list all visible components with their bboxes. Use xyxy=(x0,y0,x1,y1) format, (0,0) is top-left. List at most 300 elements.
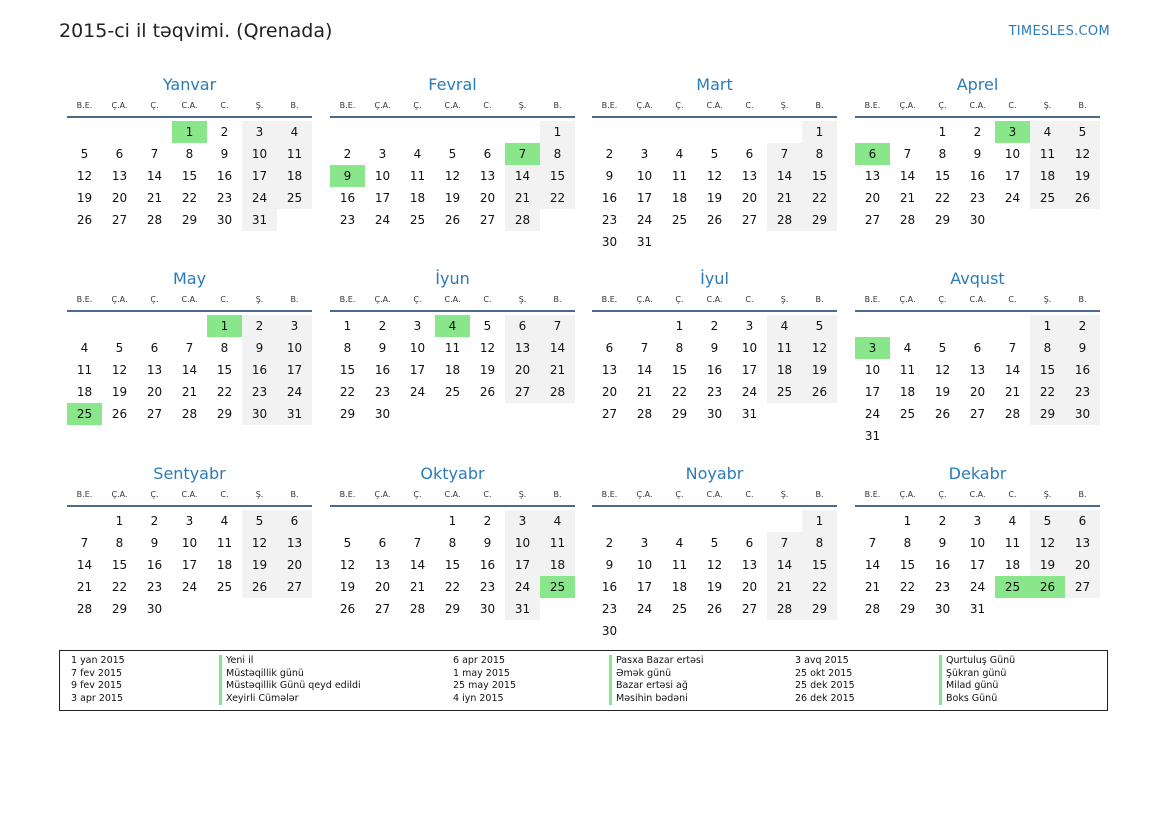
day-cell: 7 xyxy=(767,143,802,165)
day-cell: 12 xyxy=(802,337,837,359)
day-cell: 22 xyxy=(444,580,461,594)
weekday-label: C.A. xyxy=(444,295,461,304)
day-cell: 12 xyxy=(706,169,723,183)
day-cell: 3 xyxy=(185,514,194,528)
day-cell: 21 xyxy=(767,187,802,209)
day-cell: 20 xyxy=(1065,554,1100,576)
month-name: May xyxy=(172,269,207,288)
day-cell: 7 xyxy=(413,536,422,550)
weekday-label: C.A. xyxy=(444,101,461,110)
empty-cell xyxy=(960,315,995,337)
day-cell: 23 xyxy=(601,602,618,616)
weekday-label: Ç. xyxy=(150,295,159,304)
day-grid xyxy=(67,121,312,231)
day-cell: 21 xyxy=(146,191,163,205)
day-cell: 8 xyxy=(185,147,194,161)
weekday-label: C. xyxy=(745,101,754,110)
month-name: Fevral xyxy=(428,75,477,94)
weekday-label: B.E. xyxy=(339,490,356,499)
weekday-label: Ç. xyxy=(413,490,422,499)
day-cell: 24 xyxy=(1004,191,1021,205)
day-cell: 5 xyxy=(242,510,277,532)
day-cell: 17 xyxy=(1004,169,1021,183)
weekday-label: B.E. xyxy=(601,490,618,499)
day-cell: 26 xyxy=(242,576,277,598)
weekday-label: Ş. xyxy=(518,490,527,499)
empty-cell xyxy=(330,121,365,143)
day-cell: 19 xyxy=(339,580,356,594)
day-cell: 18 xyxy=(444,363,461,377)
day-cell: 18 xyxy=(899,385,916,399)
day-cell: 20 xyxy=(111,191,128,205)
day-cell: 20 xyxy=(741,191,758,205)
day-cell: 9 xyxy=(483,536,492,550)
day-cell: 21 xyxy=(409,580,426,594)
day-cell: 11 xyxy=(671,558,688,572)
brand-link[interactable]: TIMESLES.COM xyxy=(1008,24,1110,39)
weekday-label: B. xyxy=(290,101,299,110)
empty-cell xyxy=(855,121,890,143)
empty-cell xyxy=(435,121,470,143)
day-cell: 8 xyxy=(343,341,352,355)
legend-holiday-name: Əmək günü xyxy=(609,668,671,681)
day-cell: 21 xyxy=(899,191,916,205)
month-8 xyxy=(855,268,1100,447)
day-cell: 29 xyxy=(216,407,233,421)
day-cell: 4 xyxy=(220,514,229,528)
weekday-label: C. xyxy=(220,295,229,304)
day-cell: 30 xyxy=(706,407,723,421)
day-cell: 8 xyxy=(220,341,229,355)
day-cell: 10 xyxy=(409,341,426,355)
weekday-label: B.E. xyxy=(864,101,881,110)
day-cell: 24 xyxy=(636,602,653,616)
day-cell: 21 xyxy=(636,385,653,399)
weekday-label: C. xyxy=(483,101,492,110)
empty-cell xyxy=(662,510,697,532)
day-cell: 26 xyxy=(76,213,93,227)
day-cell: 22 xyxy=(216,385,233,399)
day-cell: 22 xyxy=(181,191,198,205)
day-cell: 25 xyxy=(671,213,688,227)
day-cell: 16 xyxy=(216,169,233,183)
day-cell: 25 xyxy=(671,602,688,616)
day-cell: 17 xyxy=(636,580,653,594)
day-grid xyxy=(592,121,837,253)
weekday-label: C. xyxy=(483,490,492,499)
empty-cell xyxy=(627,121,662,143)
day-cell: 26 xyxy=(706,602,723,616)
day-cell: 23 xyxy=(479,580,496,594)
legend-holiday-name: Qurtuluş Günü xyxy=(939,655,1015,668)
day-cell: 1 xyxy=(938,125,947,139)
day-cell: 31 xyxy=(741,407,758,421)
day-cell: 17 xyxy=(181,558,198,572)
empty-cell xyxy=(592,121,627,143)
day-grid xyxy=(855,315,1100,447)
day-cell: 14 xyxy=(767,554,802,576)
day-cell: 24 xyxy=(505,576,540,598)
day-cell: 3 xyxy=(745,319,754,333)
day-cell: 3 xyxy=(277,315,312,337)
month-6 xyxy=(330,268,575,425)
day-cell: 2 xyxy=(378,319,387,333)
day-cell: 12 xyxy=(934,363,951,377)
day-cell: 13 xyxy=(374,558,391,572)
month-name: Mart xyxy=(696,75,733,94)
weekday-label: Ş. xyxy=(780,490,789,499)
weekday-label: Ş. xyxy=(1043,490,1052,499)
day-cell: 10 xyxy=(636,169,653,183)
day-cell: 26 xyxy=(111,407,128,421)
day-cell: 6 xyxy=(277,510,312,532)
day-cell: 26 xyxy=(706,213,723,227)
day-cell: 24 xyxy=(374,213,391,227)
month-name: Aprel xyxy=(956,75,999,94)
weekday-label: C.A. xyxy=(969,101,986,110)
day-cell: 11 xyxy=(671,169,688,183)
day-cell: 25 xyxy=(444,385,461,399)
day-cell: 1 xyxy=(448,514,457,528)
day-cell: 19 xyxy=(444,191,461,205)
day-cell: 15 xyxy=(181,169,198,183)
day-cell: 10 xyxy=(1004,147,1021,161)
weekday-header xyxy=(855,487,1100,507)
day-cell: 28 xyxy=(767,209,802,231)
month-name: Yanvar xyxy=(162,75,217,94)
day-cell: 28 xyxy=(505,209,540,231)
weekday-label: C. xyxy=(1008,490,1017,499)
page-title: 2015-ci il təqvimi. (Qrenada) xyxy=(59,20,333,42)
day-cell: 12 xyxy=(242,532,277,554)
holiday-day-cell: 9 xyxy=(330,165,365,187)
day-cell: 11 xyxy=(767,337,802,359)
day-cell: 10 xyxy=(374,169,391,183)
day-cell: 20 xyxy=(741,580,758,594)
day-cell: 7 xyxy=(868,536,877,550)
empty-cell xyxy=(697,510,732,532)
legend-holiday-name: Bazar ertəsi ağ xyxy=(609,680,688,693)
weekday-label: Ç.A. xyxy=(636,295,653,304)
day-cell: 11 xyxy=(76,363,93,377)
holiday-day-cell: 1 xyxy=(207,315,242,337)
day-cell: 2 xyxy=(483,514,492,528)
day-cell: 10 xyxy=(242,143,277,165)
day-cell: 16 xyxy=(934,558,951,572)
weekday-label: B. xyxy=(290,295,299,304)
weekday-label: Ş. xyxy=(255,490,264,499)
day-cell: 7 xyxy=(1008,341,1017,355)
day-cell: 18 xyxy=(540,554,575,576)
empty-cell xyxy=(67,315,102,337)
day-cell: 14 xyxy=(76,558,93,572)
day-cell: 4 xyxy=(413,147,422,161)
day-grid xyxy=(855,121,1100,231)
day-cell: 8 xyxy=(115,536,124,550)
day-cell: 22 xyxy=(934,191,951,205)
day-cell: 28 xyxy=(864,602,881,616)
holiday-legend xyxy=(59,650,1108,711)
day-cell: 15 xyxy=(802,554,837,576)
day-cell: 2 xyxy=(938,514,947,528)
day-cell: 16 xyxy=(374,363,391,377)
holiday-day-cell: 26 xyxy=(1030,576,1065,598)
day-cell: 19 xyxy=(479,363,496,377)
day-cell: 14 xyxy=(146,169,163,183)
day-cell: 8 xyxy=(1030,337,1065,359)
empty-cell xyxy=(627,510,662,532)
weekday-label: Ç.A. xyxy=(636,101,653,110)
day-cell: 27 xyxy=(374,602,391,616)
legend-date: 7 fev 2015 xyxy=(71,667,123,679)
day-cell: 18 xyxy=(1030,165,1065,187)
day-cell: 16 xyxy=(706,363,723,377)
day-cell: 14 xyxy=(505,165,540,187)
day-cell: 30 xyxy=(1065,403,1100,425)
day-cell: 17 xyxy=(409,363,426,377)
day-cell: 7 xyxy=(640,341,649,355)
legend-holiday-name: Müstəqillik Günü qeyd edildi xyxy=(219,680,361,693)
day-cell: 6 xyxy=(745,536,754,550)
day-cell: 27 xyxy=(479,213,496,227)
day-cell: 9 xyxy=(605,169,614,183)
day-cell: 16 xyxy=(1065,359,1100,381)
day-cell: 20 xyxy=(505,359,540,381)
day-grid xyxy=(330,315,575,425)
day-cell: 14 xyxy=(1004,363,1021,377)
weekday-label: B. xyxy=(815,101,824,110)
day-cell: 14 xyxy=(767,165,802,187)
weekday-label: Ç.A. xyxy=(111,490,128,499)
weekday-label: Ç.A. xyxy=(636,490,653,499)
day-cell: 28 xyxy=(540,381,575,403)
weekday-label: B. xyxy=(290,490,299,499)
day-cell: 4 xyxy=(277,121,312,143)
empty-cell xyxy=(67,510,102,532)
day-cell: 22 xyxy=(671,385,688,399)
weekday-header xyxy=(855,292,1100,312)
day-cell: 21 xyxy=(767,576,802,598)
empty-cell xyxy=(767,121,802,143)
day-cell: 23 xyxy=(374,385,391,399)
weekday-label: B.E. xyxy=(339,101,356,110)
day-cell: 18 xyxy=(767,359,802,381)
weekday-label: C.A. xyxy=(181,490,198,499)
day-cell: 19 xyxy=(802,359,837,381)
day-cell: 1 xyxy=(675,319,684,333)
day-cell: 27 xyxy=(111,213,128,227)
day-cell: 5 xyxy=(710,147,719,161)
day-cell: 16 xyxy=(969,169,986,183)
day-cell: 2 xyxy=(605,147,614,161)
day-cell: 1 xyxy=(1030,315,1065,337)
day-cell: 25 xyxy=(216,580,233,594)
day-cell: 30 xyxy=(374,407,391,421)
day-cell: 21 xyxy=(181,385,198,399)
day-cell: 7 xyxy=(80,536,89,550)
empty-cell xyxy=(662,121,697,143)
weekday-label: C.A. xyxy=(706,490,723,499)
day-cell: 13 xyxy=(741,558,758,572)
day-cell: 24 xyxy=(181,580,198,594)
day-cell: 25 xyxy=(277,187,312,209)
day-cell: 23 xyxy=(601,213,618,227)
weekday-label: Ç. xyxy=(938,295,947,304)
weekday-label: C.A. xyxy=(181,295,198,304)
weekday-label: B.E. xyxy=(76,295,93,304)
day-cell: 10 xyxy=(969,536,986,550)
month-4 xyxy=(855,74,1100,231)
day-cell: 26 xyxy=(934,407,951,421)
day-cell: 23 xyxy=(934,580,951,594)
weekday-label: C. xyxy=(1008,101,1017,110)
day-cell: 29 xyxy=(802,209,837,231)
day-cell: 2 xyxy=(605,536,614,550)
day-cell: 9 xyxy=(938,536,947,550)
day-cell: 31 xyxy=(242,209,277,231)
day-cell: 11 xyxy=(216,536,233,550)
month-name: İyun xyxy=(435,269,470,288)
day-cell: 9 xyxy=(1065,337,1100,359)
day-cell: 5 xyxy=(80,147,89,161)
weekday-label: B. xyxy=(1078,295,1087,304)
empty-cell xyxy=(627,315,662,337)
empty-cell xyxy=(330,510,365,532)
weekday-header xyxy=(592,292,837,312)
weekday-header xyxy=(330,487,575,507)
day-cell: 15 xyxy=(802,165,837,187)
weekday-label: Ç. xyxy=(675,490,684,499)
day-cell: 17 xyxy=(969,558,986,572)
weekday-label: B.E. xyxy=(76,490,93,499)
day-cell: 26 xyxy=(444,213,461,227)
weekday-label: Ş. xyxy=(780,101,789,110)
day-cell: 17 xyxy=(741,363,758,377)
month-2 xyxy=(330,74,575,231)
day-cell: 29 xyxy=(802,598,837,620)
day-cell: 29 xyxy=(1030,403,1065,425)
day-cell: 7 xyxy=(903,147,912,161)
day-cell: 12 xyxy=(479,341,496,355)
day-cell: 3 xyxy=(973,514,982,528)
weekday-label: B. xyxy=(1078,490,1087,499)
weekday-label: C. xyxy=(1008,295,1017,304)
day-cell: 23 xyxy=(339,213,356,227)
day-cell: 18 xyxy=(1004,558,1021,572)
weekday-header xyxy=(592,487,837,507)
day-cell: 5 xyxy=(1065,121,1100,143)
day-cell: 6 xyxy=(605,341,614,355)
day-cell: 5 xyxy=(802,315,837,337)
day-cell: 12 xyxy=(339,558,356,572)
legend-date: 3 avq 2015 xyxy=(795,655,849,666)
day-cell: 14 xyxy=(899,169,916,183)
empty-cell xyxy=(400,510,435,532)
day-cell: 5 xyxy=(710,536,719,550)
day-cell: 23 xyxy=(969,191,986,205)
day-cell: 16 xyxy=(601,580,618,594)
day-cell: 31 xyxy=(277,403,312,425)
day-cell: 13 xyxy=(277,532,312,554)
day-grid xyxy=(592,510,837,642)
day-cell: 24 xyxy=(277,381,312,403)
day-cell: 29 xyxy=(671,407,688,421)
empty-cell xyxy=(365,121,400,143)
day-cell: 22 xyxy=(111,580,128,594)
empty-cell xyxy=(137,121,172,143)
day-cell: 2 xyxy=(242,315,277,337)
holiday-day-cell: 3 xyxy=(995,121,1030,143)
day-cell: 12 xyxy=(1030,532,1065,554)
day-cell: 18 xyxy=(76,385,93,399)
day-cell: 28 xyxy=(76,602,93,616)
empty-cell xyxy=(890,315,925,337)
weekday-label: Ç.A. xyxy=(111,101,128,110)
weekday-label: Ş. xyxy=(255,295,264,304)
day-cell: 1 xyxy=(343,319,352,333)
day-cell: 5 xyxy=(938,341,947,355)
weekday-label: C.A. xyxy=(706,101,723,110)
weekday-label: Ş. xyxy=(1043,295,1052,304)
day-cell: 24 xyxy=(741,385,758,399)
empty-cell xyxy=(102,315,137,337)
day-cell: 17 xyxy=(374,191,391,205)
empty-cell xyxy=(890,121,925,143)
day-cell: 4 xyxy=(903,341,912,355)
day-cell: 4 xyxy=(675,536,684,550)
day-cell: 17 xyxy=(864,385,881,399)
month-name: Avqust xyxy=(950,269,1005,288)
day-cell: 6 xyxy=(505,315,540,337)
legend-holiday-name: Şükran günü xyxy=(939,668,1006,681)
day-cell: 28 xyxy=(636,407,653,421)
day-cell: 29 xyxy=(111,602,128,616)
day-cell: 27 xyxy=(864,213,881,227)
day-cell: 14 xyxy=(636,363,653,377)
day-cell: 18 xyxy=(671,580,688,594)
weekday-header xyxy=(330,98,575,118)
day-cell: 19 xyxy=(1030,554,1065,576)
day-cell: 23 xyxy=(1065,381,1100,403)
day-cell: 30 xyxy=(934,602,951,616)
weekday-header xyxy=(67,487,312,507)
day-cell: 8 xyxy=(938,147,947,161)
day-cell: 29 xyxy=(444,602,461,616)
legend-holiday-name: Məsihin bədəni xyxy=(609,693,688,706)
legend-holiday-name: Boks Günü xyxy=(939,693,997,706)
day-cell: 18 xyxy=(216,558,233,572)
day-cell: 24 xyxy=(636,213,653,227)
day-cell: 8 xyxy=(448,536,457,550)
legend-date: 1 yan 2015 xyxy=(71,655,125,666)
day-cell: 15 xyxy=(216,363,233,377)
month-10 xyxy=(330,463,575,620)
day-cell: 31 xyxy=(864,429,881,443)
day-cell: 11 xyxy=(899,363,916,377)
day-cell: 1 xyxy=(802,510,837,532)
month-1 xyxy=(67,74,312,231)
day-cell: 17 xyxy=(636,191,653,205)
day-cell: 27 xyxy=(741,602,758,616)
day-cell: 2 xyxy=(1065,315,1100,337)
day-cell: 7 xyxy=(767,532,802,554)
weekday-label: B. xyxy=(815,295,824,304)
day-cell: 6 xyxy=(115,147,124,161)
day-cell: 10 xyxy=(505,532,540,554)
day-cell: 21 xyxy=(505,187,540,209)
weekday-label: Ç. xyxy=(150,490,159,499)
month-name: Dekabr xyxy=(948,464,1007,483)
